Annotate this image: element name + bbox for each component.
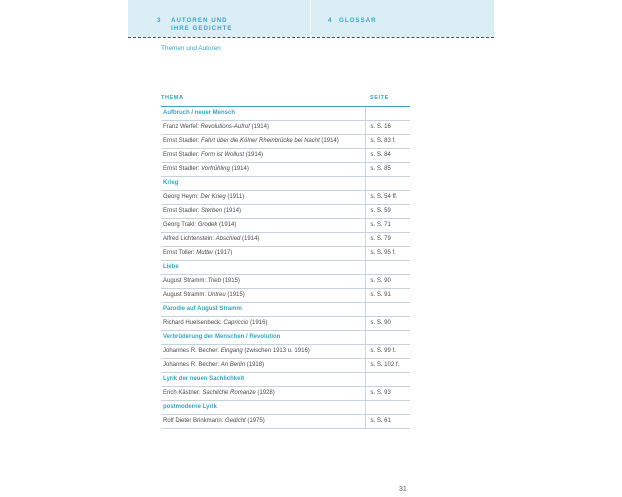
category-page-cell: [365, 107, 410, 121]
poem-cell: [161, 233, 365, 247]
poem-year: (zwischen 1913 u. 1916): [242, 348, 310, 354]
table-row: [161, 317, 410, 331]
poem-cell: [161, 163, 365, 177]
poem-year: (1914): [217, 222, 237, 228]
table-row: [161, 233, 410, 247]
poem-author: Georg Trakl:: [163, 222, 198, 228]
poem-title: Abschied: [215, 236, 241, 242]
category-row: [161, 401, 410, 415]
poem-cell: [161, 345, 365, 359]
page-reference: s. S. 102 f.: [365, 359, 410, 373]
poem-year: (1914): [319, 138, 339, 144]
poem-title: Trieb: [207, 278, 221, 284]
category-row: [161, 177, 410, 191]
poem-year: (1914): [240, 236, 260, 242]
poem-year: (1918): [245, 362, 265, 368]
table-row: [161, 205, 410, 219]
poem-author: Johannes R. Becher:: [163, 362, 221, 368]
header-chapter-3[interactable]: [157, 17, 232, 33]
poem-year: (1911): [225, 194, 245, 200]
poem-cell: [161, 317, 365, 331]
page-reference: s. S. 84: [365, 149, 410, 163]
category-row: [161, 331, 410, 345]
poem-cell: [161, 219, 365, 233]
page-reference: s. S. 16: [365, 121, 410, 135]
themes-table: [161, 94, 410, 429]
table-row: [161, 135, 410, 149]
chapter-title-line1: AUTOREN UND: [171, 17, 228, 24]
poem-author: Erich Kästner:: [163, 390, 203, 396]
category-label: Lyrik der neuen Sachlichkeit: [161, 373, 365, 387]
poem-cell: [161, 415, 365, 429]
page-reference: s. S. 90: [365, 275, 410, 289]
poem-cell: [161, 289, 365, 303]
table-row: [161, 415, 410, 429]
poem-title: Eingang: [220, 348, 243, 354]
poem-title: Sachliche Romanze: [202, 390, 256, 396]
poem-cell: [161, 275, 365, 289]
poem-year: (1975): [245, 418, 265, 424]
poem-author: Georg Heym:: [163, 194, 201, 200]
page-number: 31: [399, 486, 407, 493]
poem-cell: [161, 359, 365, 373]
category-page-cell: [365, 373, 410, 387]
chapter-number: 3: [157, 17, 162, 24]
category-label: postmoderne Lyrik: [161, 401, 365, 415]
poem-title: Vorfrühling: [201, 166, 230, 172]
page-reference: s. S. 59: [365, 205, 410, 219]
table-row: [161, 163, 410, 177]
poem-author: Rolf Dieter Brinkmann:: [163, 418, 226, 424]
poem-author: Ernst Stadler:: [163, 138, 202, 144]
poem-author: Johannes R. Becher:: [163, 348, 221, 354]
table-row: [161, 247, 410, 261]
poem-cell: [161, 121, 365, 135]
poem-author: August Stramm:: [163, 292, 208, 298]
poem-year: (1914): [229, 166, 249, 172]
poem-cell: [161, 247, 365, 261]
poem-year: (1916): [248, 320, 268, 326]
category-label: Liebe: [161, 261, 365, 275]
category-page-cell: [365, 401, 410, 415]
chapter-title: GLOSSAR: [339, 17, 377, 24]
poem-author: Ernst Stadler:: [163, 166, 202, 172]
category-row: [161, 107, 410, 121]
poem-title: Sterben: [201, 208, 223, 214]
poem-cell: [161, 135, 365, 149]
poem-author: Ernst Stadler:: [163, 208, 202, 214]
poem-title: Fahrt über die Kölner Rheinbrücke bei Nacht: [201, 138, 320, 144]
category-label: Aufbruch / neuer Mensch: [161, 107, 365, 121]
category-page-cell: [365, 261, 410, 275]
category-page-cell: [365, 303, 410, 317]
poem-title: Gedicht: [225, 418, 246, 424]
page-reference: s. S. 91: [365, 289, 410, 303]
table-row: [161, 289, 410, 303]
table-row: [161, 387, 410, 401]
poem-year: (1917): [213, 250, 233, 256]
category-label: Verbrüderung der Menschen / Revolution: [161, 331, 365, 345]
page-reference: s. S. 90: [365, 317, 410, 331]
table-row: [161, 219, 410, 233]
page-reference: s. S. 85: [365, 163, 410, 177]
page-reference: s. S. 71: [365, 219, 410, 233]
category-page-cell: [365, 177, 410, 191]
poem-author: Franz Werfel:: [163, 124, 201, 130]
chapter-title-line2: IHRE GEDICHTE: [171, 25, 233, 32]
poem-year: (1914): [222, 208, 242, 214]
poem-title: An Berlin: [220, 362, 246, 368]
table-row: [161, 191, 410, 205]
poem-year: (1928): [255, 390, 275, 396]
poem-cell: [161, 387, 365, 401]
category-row: [161, 303, 410, 317]
poem-year: (1915): [225, 292, 245, 298]
page-reference: s. S. 54 ff.: [365, 191, 410, 205]
page-reference: s. S. 99 f.: [365, 345, 410, 359]
table-row: [161, 121, 410, 135]
page-reference: s. S. 83 f.: [365, 135, 410, 149]
category-label: Krieg: [161, 177, 365, 191]
poem-author: Alfred Lichtenstein:: [163, 236, 216, 242]
header-dashed-rule: [128, 37, 494, 38]
page-reference: s. S. 93: [365, 387, 410, 401]
page-reference: s. S. 95 f.: [365, 247, 410, 261]
chapter-number: 4: [328, 17, 333, 24]
header-chapter-4[interactable]: [328, 17, 377, 24]
poem-author: Ernst Toller:: [163, 250, 197, 256]
poem-title: Der Krieg: [200, 194, 226, 200]
poem-year: (1914): [244, 152, 264, 158]
poem-title: Untreu: [207, 292, 226, 298]
poem-title: Mutter: [196, 250, 214, 256]
section-subtitle: Themen und Autoren: [161, 45, 221, 52]
poem-title: Grodek: [197, 222, 218, 228]
poem-cell: [161, 149, 365, 163]
table-row: [161, 149, 410, 163]
table-header-row: [161, 94, 410, 107]
poem-cell: [161, 191, 365, 205]
poem-year: (1914): [249, 124, 269, 130]
category-page-cell: [365, 331, 410, 345]
column-header-page: SEITE: [365, 94, 410, 107]
table-row: [161, 359, 410, 373]
header-divider: [310, 0, 311, 37]
poem-author: August Stramm:: [163, 278, 208, 284]
poem-year: (1915): [220, 278, 240, 284]
category-label: Parodie auf August Stramm: [161, 303, 365, 317]
page-reference: s. S. 61: [365, 415, 410, 429]
poem-author: Richard Huelsenbeck:: [163, 320, 224, 326]
poem-cell: [161, 205, 365, 219]
poem-author: Ernst Stadler:: [163, 152, 202, 158]
category-row: [161, 373, 410, 387]
category-row: [161, 261, 410, 275]
page-reference: s. S. 79: [365, 233, 410, 247]
poem-title: Revolutions-Aufruf: [200, 124, 250, 130]
table-row: [161, 275, 410, 289]
table-row: [161, 345, 410, 359]
poem-title: Capriccio: [223, 320, 249, 326]
table-body: [161, 107, 410, 429]
poem-title: Form ist Wollust: [201, 152, 245, 158]
column-header-theme: THEMA: [161, 94, 365, 107]
